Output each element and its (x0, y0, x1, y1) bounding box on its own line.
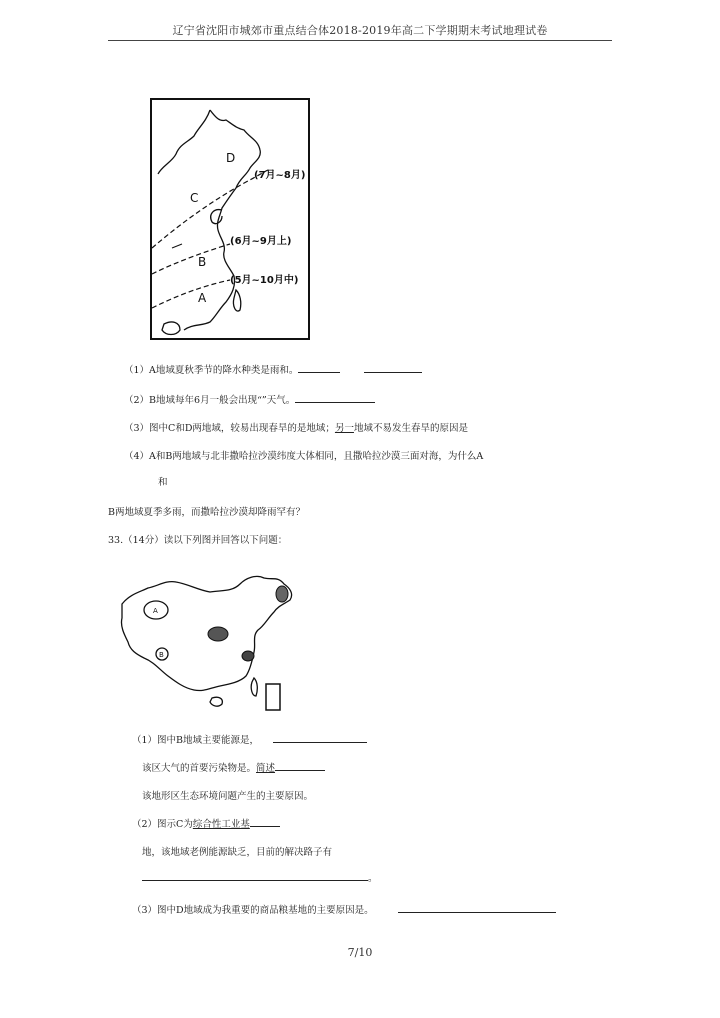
q32-part4-continued: B两地域夏季多雨，而撒哈拉沙漠却降雨罕有？ (108, 507, 305, 518)
q32-part2-text: （2）B地域每年6月一般会出现“”天气。 (124, 395, 296, 406)
page-number: 7/10 (347, 946, 373, 959)
map1-line2-label: (6月~9月上) (230, 236, 292, 247)
q33-part2-text: （2）图示C为 (132, 819, 193, 830)
q33-cause: 该地形区生态环境问题产生的主要原因。 (142, 791, 314, 802)
q33-pollutant-underlined: 简述 (256, 763, 276, 774)
hainan-outline (210, 697, 222, 706)
map-east-china-rainbelt (150, 98, 310, 340)
q33-part1-text: （1）图中B地域主要能源是， (132, 735, 260, 746)
taiwan-outline (251, 678, 257, 696)
map2-label-B: B (159, 651, 164, 659)
q33-solution: 地，该地域老例能源缺乏，目前的解决路子有 (142, 847, 333, 858)
q32-part3-text-b: 地域不易发生春旱的原因是 (353, 423, 468, 434)
map1-label-C: C (190, 191, 199, 205)
q32-part3-underlined: 另一 (334, 423, 354, 434)
map1-line1-label: (7月~8月) (254, 170, 306, 181)
region-E-shaded (242, 651, 254, 661)
q33-solution-line (142, 870, 378, 884)
document-header: 辽宁省沈阳市城郊市重点结合体2018-2019年高二下学期期末考试地理试卷 (172, 24, 548, 37)
map1-line3-label: (5月~10月中) (230, 275, 299, 286)
q33-pollutant-blank[interactable] (275, 760, 325, 771)
q33-title: 33.（14分）读以下列图并回答以下问题： (108, 535, 288, 546)
q33-pollutant (142, 760, 325, 774)
q32-part1-end: 。 (288, 365, 299, 376)
q32-part1 (124, 362, 422, 376)
q32-part1-blank-2[interactable] (364, 362, 422, 373)
q33-part2 (132, 816, 280, 830)
header-divider (108, 40, 612, 41)
q33-part2-blank[interactable] (250, 816, 280, 827)
map2-label-A: A (153, 607, 158, 615)
q33-part3-blank[interactable] (398, 902, 556, 913)
q33-part1-blank[interactable] (273, 732, 367, 743)
q32-part4: （4）A和B两地域与北非撒哈拉沙漠纬度大体相同，且撒哈拉沙漠三面对海，为什么A (124, 451, 484, 462)
q32-part1-blank-1[interactable] (298, 362, 340, 373)
region-C-shaded (208, 627, 228, 641)
q33-part1 (132, 732, 367, 746)
map1-label-A: A (198, 291, 207, 305)
south-sea-inset (266, 684, 280, 710)
q32-part3-text-a: （3）图中C和D两地域，较易出现春旱的是地域； (124, 423, 335, 434)
q33-pollutant-text: 该区大气的首要污染物是。 (142, 763, 257, 774)
map-china-regions (114, 570, 310, 718)
china-outline (121, 576, 291, 690)
q33-solution-blank[interactable] (142, 870, 368, 881)
q33-solution-end: 。 (368, 873, 378, 884)
q32-part4-and: 和 (158, 477, 168, 488)
map1-label-D: D (226, 151, 236, 165)
q33-part3 (132, 902, 556, 916)
q32-part3 (124, 420, 468, 434)
map1-label-B: B (198, 255, 207, 269)
q32-part2 (124, 392, 375, 406)
q32-part1-text: （1）A地域夏秋季节的降水种类是雨和 (124, 365, 289, 376)
q32-part2-blank[interactable] (295, 392, 375, 403)
q33-part2-underlined: 综合性工业基 (192, 819, 250, 830)
q33-part3-text: （3）图中D地域成为我重要的商品粮基地的主要原因是。 (132, 905, 374, 916)
region-D-shaded (276, 586, 288, 602)
